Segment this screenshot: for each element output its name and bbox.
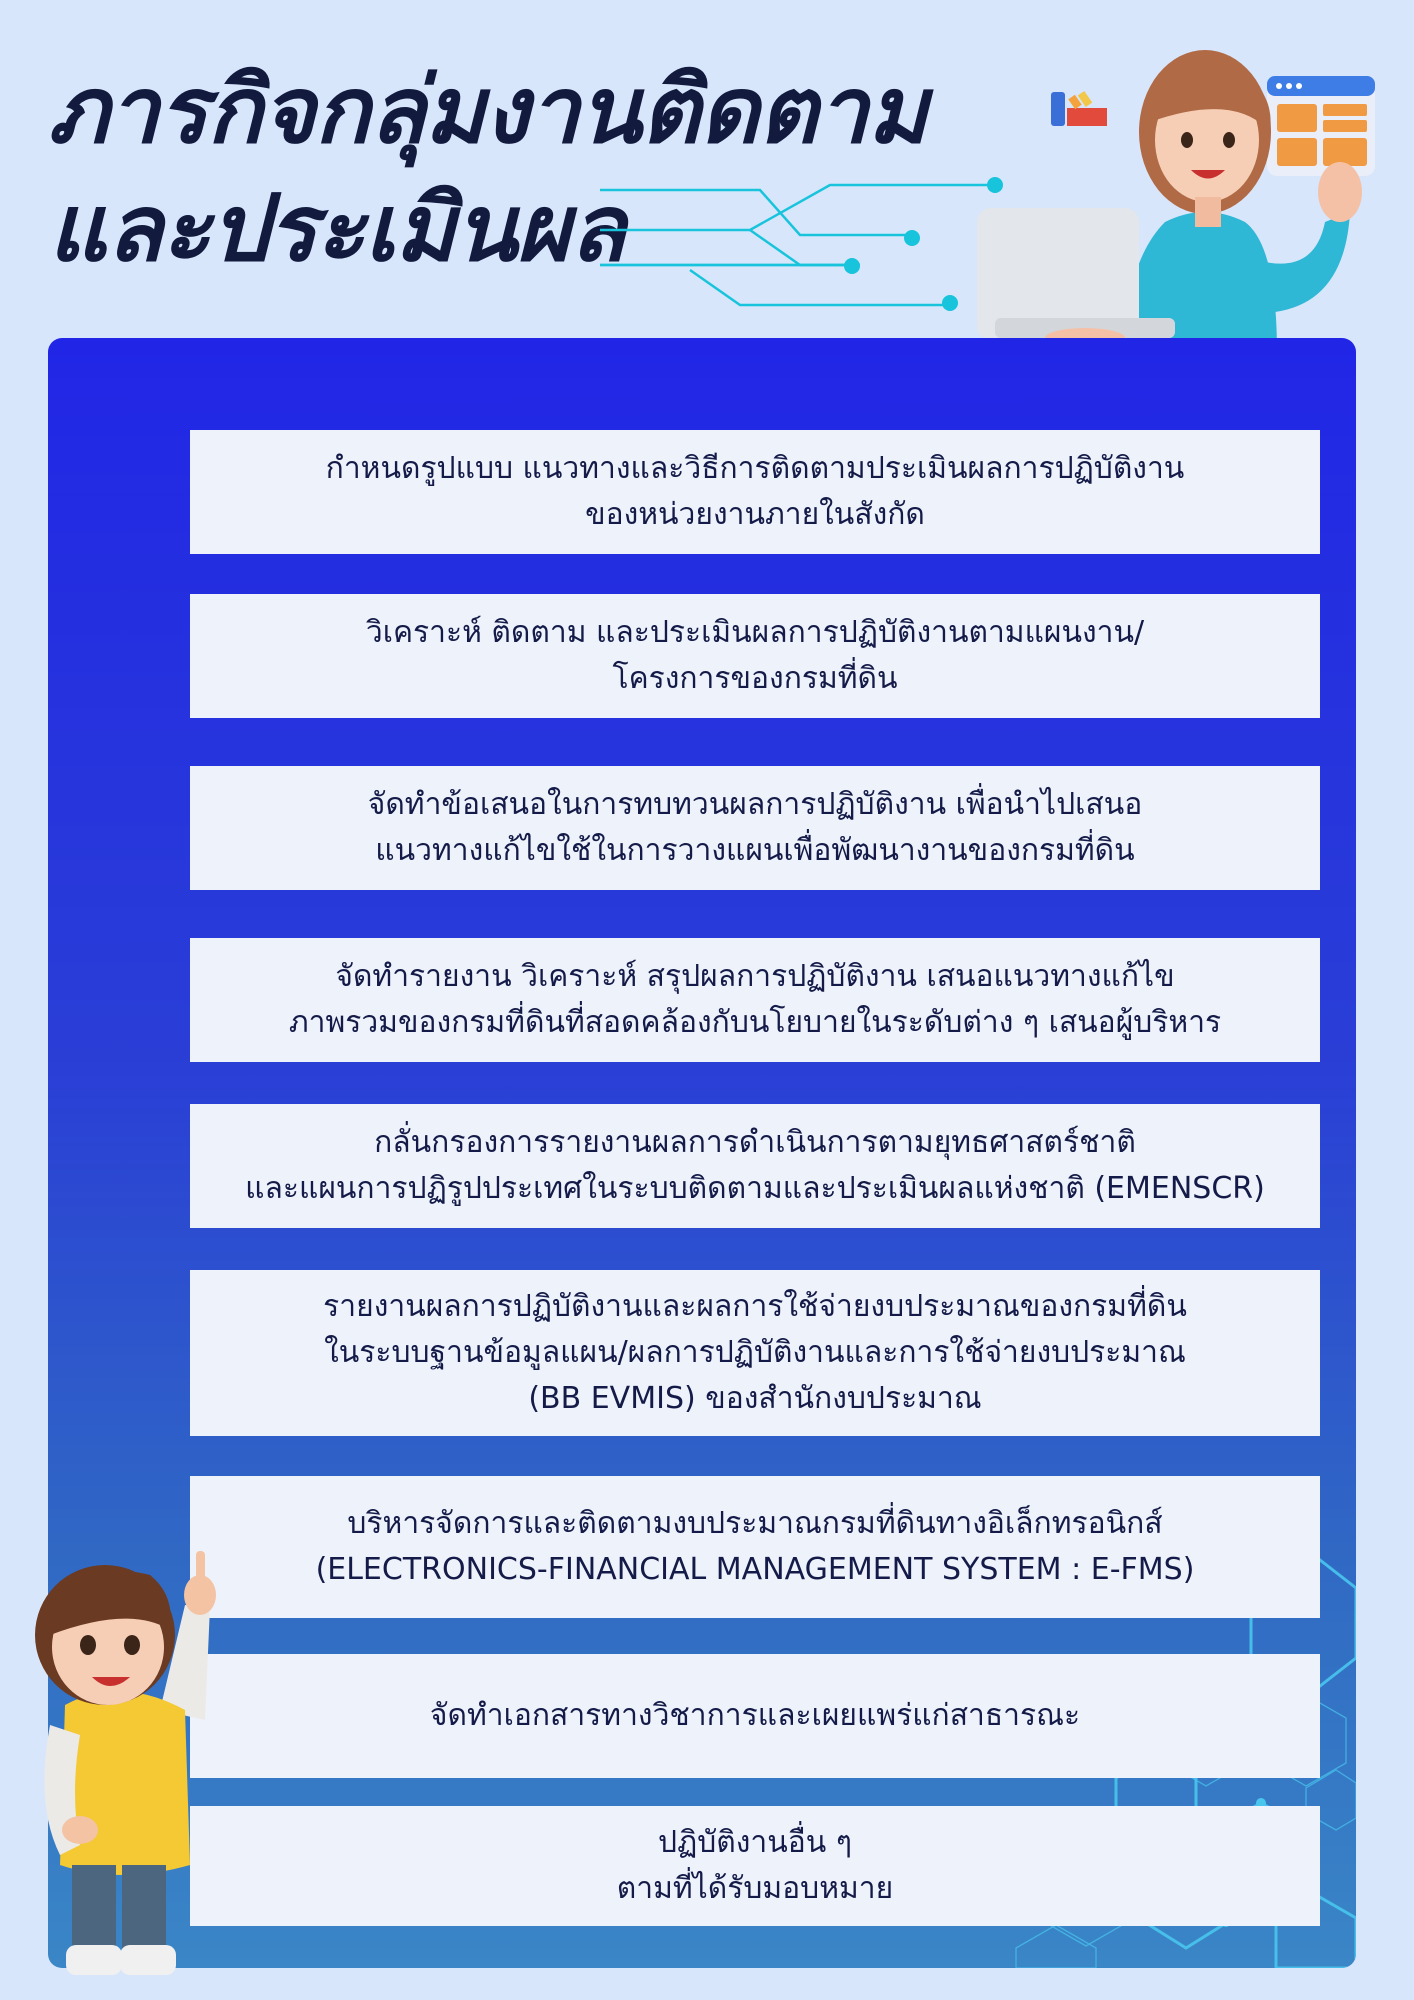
duty-item-2: วิเคราะห์ ติดตาม และประเมินผลการปฏิบัติงานตามแผนงาน/ โครงการของกรมที่ดิน (190, 594, 1320, 718)
duty-item-4: จัดทำรายงาน วิเคราะห์ สรุปผลการปฏิบัติงาน เสนอแนวทางแก้ไข ภาพรวมของกรมที่ดินที่สอดคล้องกับนโยบายในระดับต่าง ๆ เสนอผู้บริหาร (190, 938, 1320, 1062)
boy-pointing-up-illustration (10, 1545, 235, 1995)
duty-item-1: กำหนดรูปแบบ แนวทางและวิธีการติดตามประเมินผลการปฏิบัติงาน ของหน่วยงานภายในสังกัด (190, 430, 1320, 554)
title-line-1: ภารกิจกลุ่มงานติดตาม (48, 57, 928, 164)
circuit-lines-decoration (600, 160, 1020, 330)
browser-window-icon (1267, 76, 1375, 176)
title-line-2: และประเมินผล (48, 175, 625, 282)
duty-item-6: รายงานผลการปฏิบัติงานและผลการใช้จ่ายงบประมาณของกรมที่ดิน ในระบบฐานข้อมูลแผน/ผลการปฏิบัติงานและการใช้จ่ายงบประมาณ (BB EVMIS) ของสำนักงบประมาณ (190, 1270, 1320, 1436)
duty-item-9: ปฏิบัติงานอื่น ๆ ตามที่ได้รับมอบหมาย (190, 1806, 1320, 1926)
duties-panel (48, 338, 1356, 1968)
duty-item-5: กลั่นกรองการรายงานผลการดำเนินการตามยุทธศาสตร์ชาติ และแผนการปฏิรูปประเทศในระบบติดตามและประเมินผลแห่งชาติ (EMENSCR) (190, 1104, 1320, 1228)
duty-item-8: จัดทำเอกสารทางวิชาการและเผยแพร่แก่สาธารณะ (190, 1654, 1320, 1778)
color-palette-icon (1051, 91, 1107, 126)
duty-item-7: บริหารจัดการและติดตามงบประมาณกรมที่ดินทางอิเล็กทรอนิกส์ (ELECTRONICS-FINANCIAL MANAGEMENT SYSTEM : E-FMS) (190, 1476, 1320, 1618)
duty-item-3: จัดทำข้อเสนอในการทบทวนผลการปฏิบัติงาน เพื่อนำไปเสนอ แนวทางแก้ไขใช้ในการวางแผนเพื่อพัฒนางานของกรมที่ดิน (190, 766, 1320, 890)
